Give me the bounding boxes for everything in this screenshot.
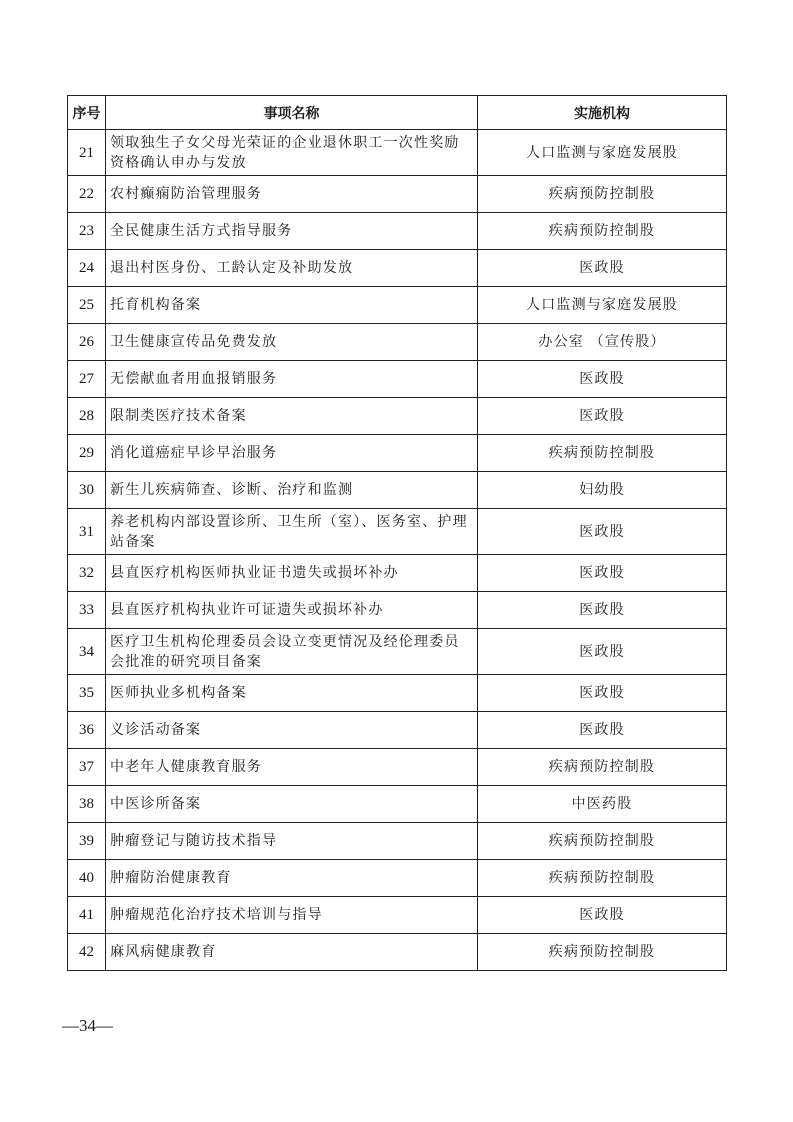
table-row <box>68 287 727 324</box>
page-number: —34— <box>62 1016 113 1035</box>
implementing-agency: 疾病预防控制股 <box>478 823 727 860</box>
row-number: 27 <box>68 361 106 398</box>
row-number: 32 <box>68 555 106 592</box>
row-number: 22 <box>68 176 106 213</box>
implementing-agency: 疾病预防控制股 <box>478 934 727 971</box>
row-number: 33 <box>68 592 106 629</box>
row-number: 25 <box>68 287 106 324</box>
table-row <box>68 786 727 823</box>
item-name: 托育机构备案 <box>106 287 478 324</box>
table-row <box>68 398 727 435</box>
implementing-agency: 办公室 （宣传股） <box>478 324 727 361</box>
implementing-agency: 医政股 <box>478 250 727 287</box>
item-name: 中老年人健康教育服务 <box>106 749 478 786</box>
row-number: 36 <box>68 712 106 749</box>
table-row <box>68 555 727 592</box>
table-row <box>68 130 727 176</box>
implementing-agency: 疾病预防控制股 <box>478 860 727 897</box>
table-row <box>68 675 727 712</box>
table-row <box>68 472 727 509</box>
table-row <box>68 213 727 250</box>
table-row <box>68 435 727 472</box>
item-name: 麻风病健康教育 <box>106 934 478 971</box>
table-row <box>68 823 727 860</box>
implementing-agency: 医政股 <box>478 555 727 592</box>
row-number: 28 <box>68 398 106 435</box>
implementing-agency: 医政股 <box>478 629 727 675</box>
header-name: 事项名称 <box>106 96 478 130</box>
item-name: 县直医疗机构执业许可证遗失或损坏补办 <box>106 592 478 629</box>
header-org: 实施机构 <box>478 96 727 130</box>
item-name: 肿瘤规范化治疗技术培训与指导 <box>106 897 478 934</box>
row-number: 26 <box>68 324 106 361</box>
row-number: 34 <box>68 629 106 675</box>
item-name: 医师执业多机构备案 <box>106 675 478 712</box>
item-name: 领取独生子女父母光荣证的企业退休职工一次性奖励资格确认申办与发放 <box>106 130 478 176</box>
table-row <box>68 934 727 971</box>
row-number: 38 <box>68 786 106 823</box>
item-name: 新生儿疾病筛查、诊断、治疗和监测 <box>106 472 478 509</box>
table-row <box>68 897 727 934</box>
item-name: 中医诊所备案 <box>106 786 478 823</box>
row-number: 41 <box>68 897 106 934</box>
implementing-agency: 医政股 <box>478 897 727 934</box>
implementing-agency: 中医药股 <box>478 786 727 823</box>
row-number: 24 <box>68 250 106 287</box>
row-number: 42 <box>68 934 106 971</box>
items-table <box>67 95 727 971</box>
implementing-agency: 医政股 <box>478 398 727 435</box>
item-name: 限制类医疗技术备案 <box>106 398 478 435</box>
item-name: 肿瘤登记与随访技术指导 <box>106 823 478 860</box>
item-name: 肿瘤防治健康教育 <box>106 860 478 897</box>
implementing-agency: 医政股 <box>478 509 727 555</box>
implementing-agency: 疾病预防控制股 <box>478 213 727 250</box>
item-name: 农村癫痫防治管理服务 <box>106 176 478 213</box>
item-name: 养老机构内部设置诊所、卫生所（室）、医务室、护理站备案 <box>106 509 478 555</box>
table-row <box>68 629 727 675</box>
implementing-agency: 医政股 <box>478 592 727 629</box>
item-name: 医疗卫生机构伦理委员会设立变更情况及经伦理委员会批准的研究项目备案 <box>106 629 478 675</box>
row-number: 23 <box>68 213 106 250</box>
row-number: 39 <box>68 823 106 860</box>
row-number: 21 <box>68 130 106 176</box>
implementing-agency: 疾病预防控制股 <box>478 749 727 786</box>
item-name: 全民健康生活方式指导服务 <box>106 213 478 250</box>
table-row <box>68 509 727 555</box>
implementing-agency: 人口监测与家庭发展股 <box>478 287 727 324</box>
implementing-agency: 医政股 <box>478 361 727 398</box>
table-row <box>68 592 727 629</box>
table-row <box>68 712 727 749</box>
row-number: 37 <box>68 749 106 786</box>
table-row <box>68 250 727 287</box>
table-row <box>68 176 727 213</box>
item-name: 消化道癌症早诊早治服务 <box>106 435 478 472</box>
row-number: 30 <box>68 472 106 509</box>
row-number: 40 <box>68 860 106 897</box>
item-name: 义诊活动备案 <box>106 712 478 749</box>
implementing-agency: 医政股 <box>478 675 727 712</box>
table-row <box>68 324 727 361</box>
implementing-agency: 疾病预防控制股 <box>478 176 727 213</box>
table-row <box>68 860 727 897</box>
item-name: 县直医疗机构医师执业证书遗失或损坏补办 <box>106 555 478 592</box>
row-number: 29 <box>68 435 106 472</box>
row-number: 35 <box>68 675 106 712</box>
row-number: 31 <box>68 509 106 555</box>
implementing-agency: 医政股 <box>478 712 727 749</box>
table-row <box>68 749 727 786</box>
header-num: 序号 <box>68 96 106 130</box>
implementing-agency: 人口监测与家庭发展股 <box>478 130 727 176</box>
implementing-agency: 疾病预防控制股 <box>478 435 727 472</box>
item-name: 无偿献血者用血报销服务 <box>106 361 478 398</box>
item-name: 卫生健康宣传品免费发放 <box>106 324 478 361</box>
item-name: 退出村医身份、工龄认定及补助发放 <box>106 250 478 287</box>
table-row <box>68 361 727 398</box>
implementing-agency: 妇幼股 <box>478 472 727 509</box>
header-row <box>68 96 727 130</box>
